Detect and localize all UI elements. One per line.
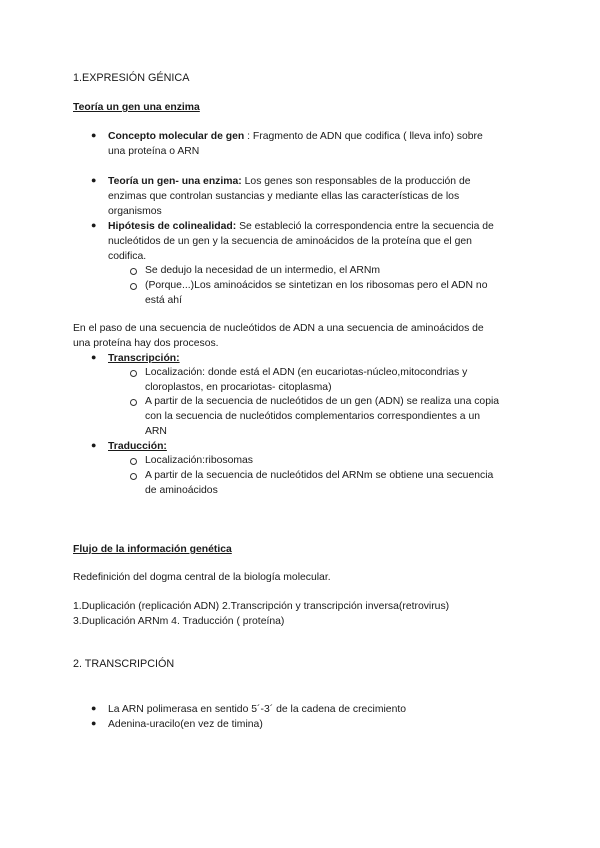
process-label-transcripcion: Transcripción:	[108, 353, 180, 364]
sub-item-text: cloroplastos, en procariotas- citoplasma)	[145, 382, 332, 393]
item-text: Los genes son responsables de la producción de	[241, 176, 471, 187]
list-item: Adenina-uracilo(en vez de timina)	[108, 719, 263, 730]
hollow-bullet-icon	[130, 458, 137, 465]
item-text: codifica.	[108, 251, 147, 262]
list-item-hypothesis	[108, 219, 494, 234]
paragraph-text: Redefinición del dogma central de la biología molecular.	[73, 572, 331, 583]
hollow-bullet-icon	[130, 370, 137, 377]
term-hipotesis: Hipótesis de colinealidad:	[108, 221, 237, 232]
hollow-bullet-icon	[130, 268, 137, 275]
bullet-icon: ●	[91, 220, 97, 230]
hollow-bullet-icon	[130, 399, 137, 406]
sub-item-text: Localización: donde está el ADN (en eucariotas-núcleo,mitocondrias y	[145, 367, 468, 378]
section-title-transcripcion: 2. TRANSCRIPCIÓN	[73, 658, 175, 670]
sub-item-text: Se dedujo la necesidad de un intermedio, el ARNm	[145, 265, 381, 276]
bullet-icon: ●	[91, 703, 97, 713]
sub-item-text: de aminoácidos	[145, 485, 218, 496]
sub-item-text: A partir de la secuencia de nucleótidos de un gen (ADN) se realiza una copia	[145, 396, 500, 407]
section-heading-theory: Teoría un gen una enzima	[73, 102, 200, 113]
process-label-traduccion: Traducción:	[108, 441, 167, 452]
list-item-theory	[108, 174, 471, 189]
paragraph-text: una proteína hay dos procesos.	[73, 338, 219, 349]
hollow-bullet-icon	[130, 473, 137, 480]
list-item: La ARN polimerasa en sentido 5´-3´ de la cadena de crecimiento	[108, 704, 407, 715]
sub-item-text: ARN	[145, 426, 167, 437]
section-heading-flow: Flujo de la información genética	[73, 544, 232, 555]
hollow-bullet-icon	[130, 283, 137, 290]
bullet-icon: ●	[91, 718, 97, 728]
term-teoria: Teoría un gen- una enzima:	[108, 176, 242, 187]
term-concepto: Concepto molecular de gen	[108, 131, 245, 142]
item-text: Se estableció la correspondencia entre la secuencia de	[236, 221, 494, 232]
item-text: enzimas que controlan sustancias y mediante ellas las características de los	[108, 191, 460, 202]
item-text: una proteína o ARN	[108, 146, 200, 157]
item-text: nucleótidos de un gen y la secuencia de aminoácidos de la proteína que el gen	[108, 236, 472, 247]
paragraph-text: 1.Duplicación (replicación ADN) 2.Transcripción y transcripción inversa(retrovirus)	[73, 601, 450, 612]
bullet-icon: ●	[91, 175, 97, 185]
sub-item-text: Localización:ribosomas	[145, 455, 254, 466]
sub-item-text: (Porque...)Los aminoácidos se sintetizan en los ribosomas pero el ADN no	[145, 280, 488, 291]
bullet-icon: ●	[91, 440, 97, 450]
item-text: organismos	[108, 206, 162, 217]
sub-item-text: con la secuencia de nucleótidos complementarios correspondientes a un	[145, 411, 481, 422]
bullet-icon: ●	[91, 352, 97, 362]
sub-item-text: A partir de la secuencia de nucleótidos del ARNm se obtiene una secuencia	[145, 470, 494, 481]
page-title: 1.EXPRESIÓN GÉNICA	[73, 72, 190, 84]
bullet-icon: ●	[91, 130, 97, 140]
list-item-concept	[108, 129, 483, 144]
item-text: : Fragmento de ADN que codifica ( lleva info) sobre	[244, 131, 483, 142]
paragraph-text: 3.Duplicación ARNm 4. Traducción ( proteína)	[73, 616, 285, 627]
sub-item-text: está ahí	[145, 295, 182, 306]
paragraph-text: En el paso de una secuencia de nucleótidos de ADN a una secuencia de aminoácidos de	[73, 323, 484, 334]
